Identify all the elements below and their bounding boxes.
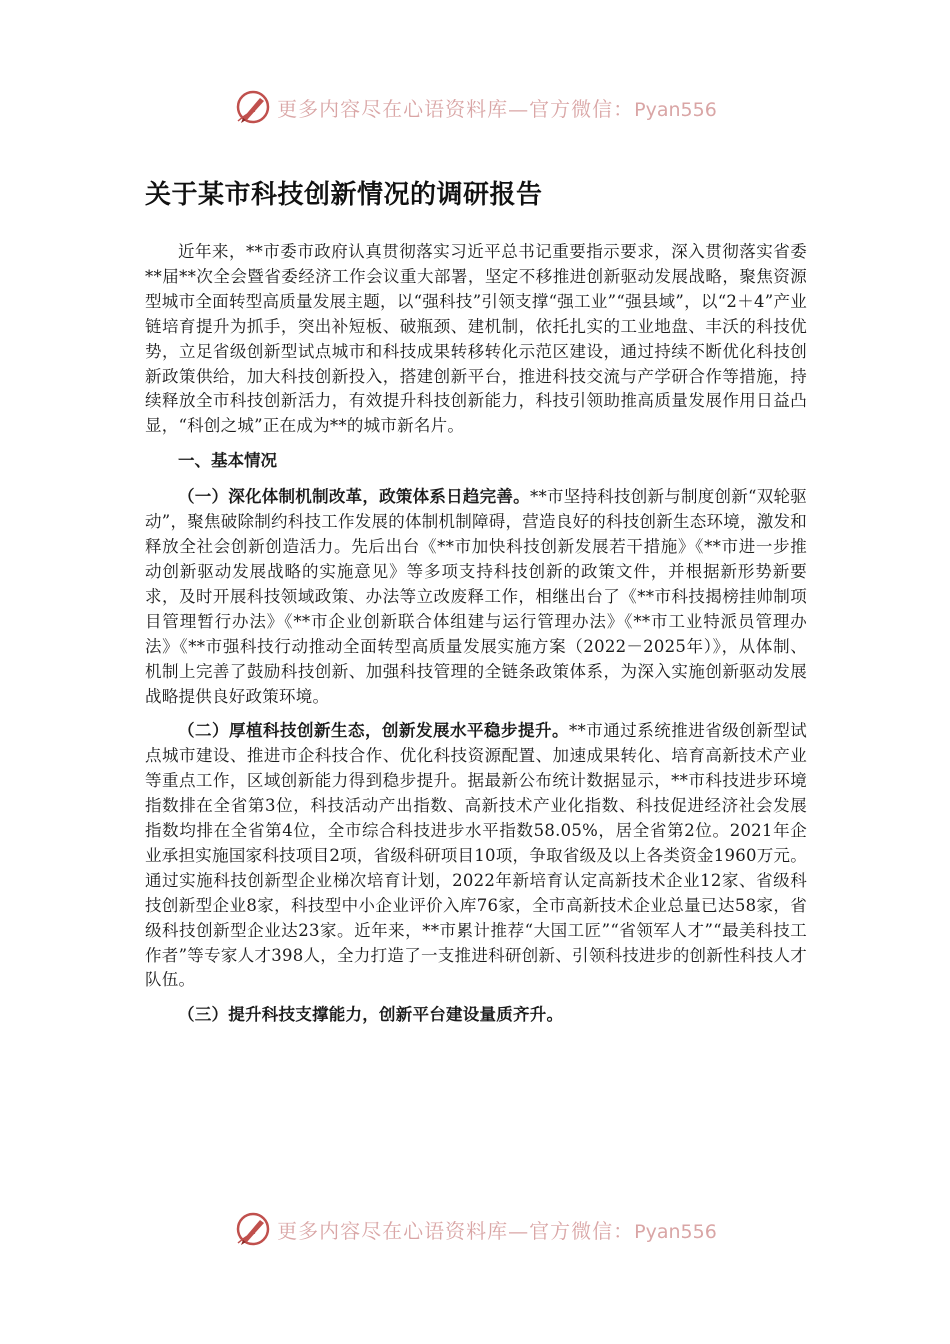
watermark-wechat-id: Pyan556 (634, 98, 717, 121)
pen-circle-logo-icon (233, 87, 273, 127)
subsection-1-body: **市坚持科技创新与制度创新“双轮驱动”，聚焦破除制约科技工作发展的体制机制障碍，营造良好的科技创新生态环境，激发和释放全社会创新创造活力。先后出台《**市加快科技创新发展若干措施》《**市进一步推动创新驱动发展战略的实施意见》等多项支持科技创新的政策文件，并根据新形势新要求，及时开展科技领域政策、办法等立改废释工作，相继出台了《**市科技揭榜挂帅制项目管理暂行办法》《**市企业创新联合体组建与运行管理办法》《**市工业特派员管理办法》《**市强科技行动推动全面转型高质量发展实施方案（2022－2025年）》，从体制、机制上完善了鼓励科技创新、加强科技管理的全链条政策体系，为深入实施创新驱动发展战略提供良好政策环境。 (145, 487, 808, 706)
subsection-3-paragraph (145, 1003, 807, 1028)
subsection-2-heading: （二）厚植科技创新生态，创新发展水平稳步提升。 (178, 721, 569, 741)
watermark-text: 更多内容尽在心语资料库—官方微信：Pyan556 (277, 96, 717, 121)
subsection-2-paragraph (145, 719, 807, 993)
intro-paragraph: 近年来，**市委市政府认真贯彻落实习近平总书记重要指示要求，深入贯彻落实省委**届**次全会暨省委经济工作会议重大部署，坚定不移推进创新驱动发展战略，聚焦资源型城市全面转型高质量发展主题，以“强科技”引领支撑“强工业”“强县域”，以“2＋4”产业链培育提升为抓手，突出补短板、破瓶颈、建机制，依托扎实的工业地盘、丰沃的科技优势，立足省级创新型试点城市和科技成果转移转化示范区建设，通过持续不断优化科技创新政策供给，加大科技创新投入，搭建创新平台，推进科技交流与产学研合作等措施，持续释放全市科技创新活力，有效提升科技创新能力，科技引领助推高质量发展作用日益凸显，“科创之城”正在成为**的城市新名片。 (145, 242, 807, 436)
document-body (145, 176, 807, 1038)
document-title: 关于某市科技创新情况的调研报告 (145, 180, 543, 210)
section-heading-basic-situation: 一、基本情况 (178, 451, 277, 471)
watermark-banner-top (0, 82, 950, 132)
pen-circle-logo-icon (233, 1209, 273, 1249)
watermark-text: 更多内容尽在心语资料库—官方微信：Pyan556 (277, 1218, 717, 1243)
subsection-2-body: **市通过系统推进省级创新型试点城市建设、推进市企科技合作、优化科技资源配置、加速成果转化、培育高新技术产业等重点工作，区域创新能力得到稳步提升。据最新公布统计数据显示，**市科技进步环境指数排在全省第3位，科技活动产出指数、高新技术产业化指数、科技促进经济社会发展指数均排在全省第4位，全市综合科技进步水平指数58.05%，居全省第2位。2021年企业承担实施国家科技项目2项，省级科研项目10项，争取省级及以上各类资金1960万元。通过实施科技创新型企业梯次培育计划，2022年新培育认定高新技术企业12家、省级科技创新型企业8家，科技型中小企业评价入库76家，全市高新技术企业总量已达58家，省级科技创新型企业达23家。近年来，**市累计推荐“大国工匠”“省领军人才”“最美科技工作者”等专家人才398人，全力打造了一支推进科研创新、引领科技进步的创新性科技人才队伍。 (145, 721, 807, 990)
subsection-3-heading: （三）提升科技支撑能力，创新平台建设量质齐升。 (178, 1005, 564, 1025)
watermark-banner-bottom (0, 1204, 950, 1254)
subsection-1-paragraph (145, 485, 807, 709)
watermark-wechat-id: Pyan556 (634, 1220, 717, 1243)
subsection-1-heading: （一）深化体制机制改革，政策体系日趋完善。 (178, 487, 530, 507)
